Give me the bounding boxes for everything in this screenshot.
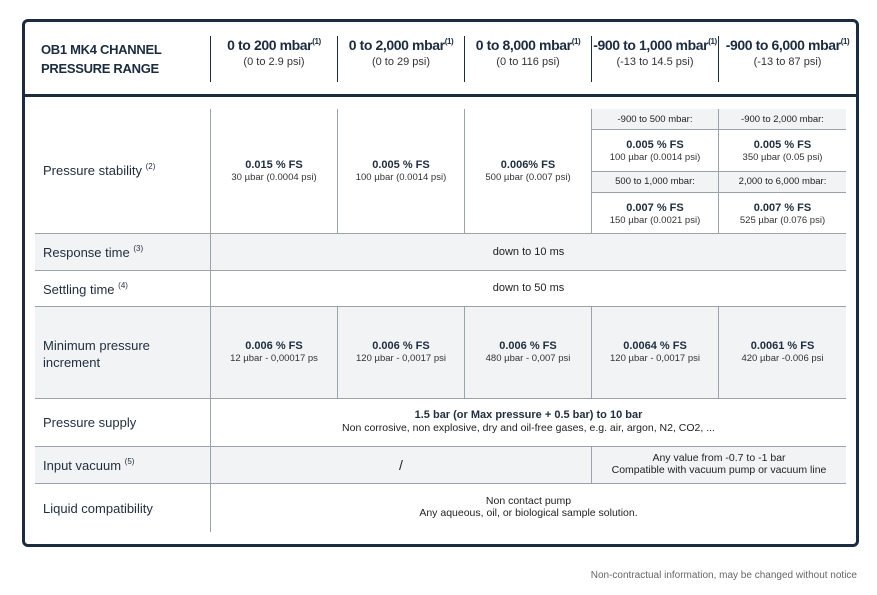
stability-c5-value-1: 0.005 % FS 350 µbar (0.05 psi) [742, 139, 823, 163]
row-label: Settling time $^{(4)}$ [43, 281, 128, 297]
stability-c4-value-1: 0.005 % FS 100 µbar (0.0014 psi) [609, 139, 701, 163]
stability-c4-subrange-1: -900 to 500 mbar: [617, 114, 693, 125]
increment-cell-1: 0.006 % FS 12 µbar - 0,00017 ps [230, 340, 318, 364]
row-pressure-supply [35, 399, 846, 446]
header-title [41, 40, 161, 78]
row-label: Response time $^{(3)}$ [43, 244, 144, 260]
row-label: Input vacuum $^{(5)}$ [43, 457, 135, 473]
stability-c5-value-2: 0.007 % FS 525 µbar (0.076 psi) [739, 202, 826, 226]
row-min-pressure-increment [35, 307, 846, 398]
pressure-supply-value: 1.5 bar (or Max pressure + 0.5 bar) to 10 bar Non corrosive, non explosive, dry and oil-free gases, e.g. air, argon, N2, CO2, ... [342, 409, 715, 434]
header-col-3: 0 to 8,000 mbar$^{(1)}$ (0 to 116 psi) [475, 37, 581, 68]
row-settling-time [35, 271, 846, 306]
header-col-5: -900 to 6,000 mbar$^{(1)}$ (-13 to 87 psi) [725, 37, 850, 68]
row-liquid-compatibility [35, 484, 846, 532]
row-input-vacuum [35, 447, 846, 483]
increment-cell-2: 0.006 % FS 120 µbar - 0,0017 psi [356, 340, 446, 364]
input-vacuum-na: / [399, 457, 403, 473]
stability-c5-subrange-1: -900 to 2,000 mbar: [741, 114, 824, 125]
stability-c5-subrange-2: 2,000 to 6,000 mbar: [738, 176, 827, 187]
increment-cell-3: 0.006 % FS 480 µbar - 0,007 psi [485, 340, 571, 364]
stability-cell-2: 0.005 % FS 100 µbar (0.0014 psi) [355, 159, 447, 183]
settling-time-value: down to 50 ms [492, 282, 565, 294]
response-time-value: down to 10 ms [492, 246, 565, 258]
row-label: Liquid compatibility [43, 501, 153, 516]
spec-table [22, 19, 859, 547]
row-label: Minimum pressure increment [43, 338, 150, 370]
header-col-4: -900 to 1,000 mbar$^{(1)}$ (-13 to 14.5 psi) [593, 37, 717, 68]
row-pressure-stability [35, 109, 846, 233]
header-col-2: 0 to 2,000 mbar$^{(1)}$ (0 to 29 psi) [348, 37, 454, 68]
stability-cell-1: 0.015 % FS 30 µbar (0.0004 psi) [231, 159, 317, 183]
increment-cell-4: 0.0064 % FS 120 µbar - 0,0017 psi [610, 340, 700, 364]
stability-cell-3: 0.006% FS 500 µbar (0.007 psi) [485, 159, 571, 183]
table-header [25, 22, 856, 97]
header-col-1: 0 to 200 mbar$^{(1)}$ (0 to 2.9 psi) [227, 37, 321, 68]
footer-disclaimer: Non-contractual information, may be changed without notice [590, 570, 857, 581]
header-title-line1: OB1 MK4 CHANNEL [41, 42, 162, 57]
header-title-line2: PRESSURE RANGE [41, 61, 159, 76]
increment-cell-5: 0.0061 % FS 420 µbar -0.006 psi [741, 340, 824, 364]
row-label: Pressure supply [43, 415, 137, 430]
stability-c4-subrange-2: 500 to 1,000 mbar: [615, 176, 695, 187]
liquid-compatibility-value: Non contact pump Any aqueous, oil, or biological sample solution. [419, 495, 638, 519]
input-vacuum-value: Any value from -0.7 to -1 bar Compatible with vacuum pump or vacuum line [611, 452, 827, 476]
stability-c4-value-2: 0.007 % FS 150 µbar (0.0021 psi) [609, 202, 701, 226]
row-response-time [35, 234, 846, 270]
row-label: Pressure stability $^{(2)}$ [43, 162, 156, 178]
